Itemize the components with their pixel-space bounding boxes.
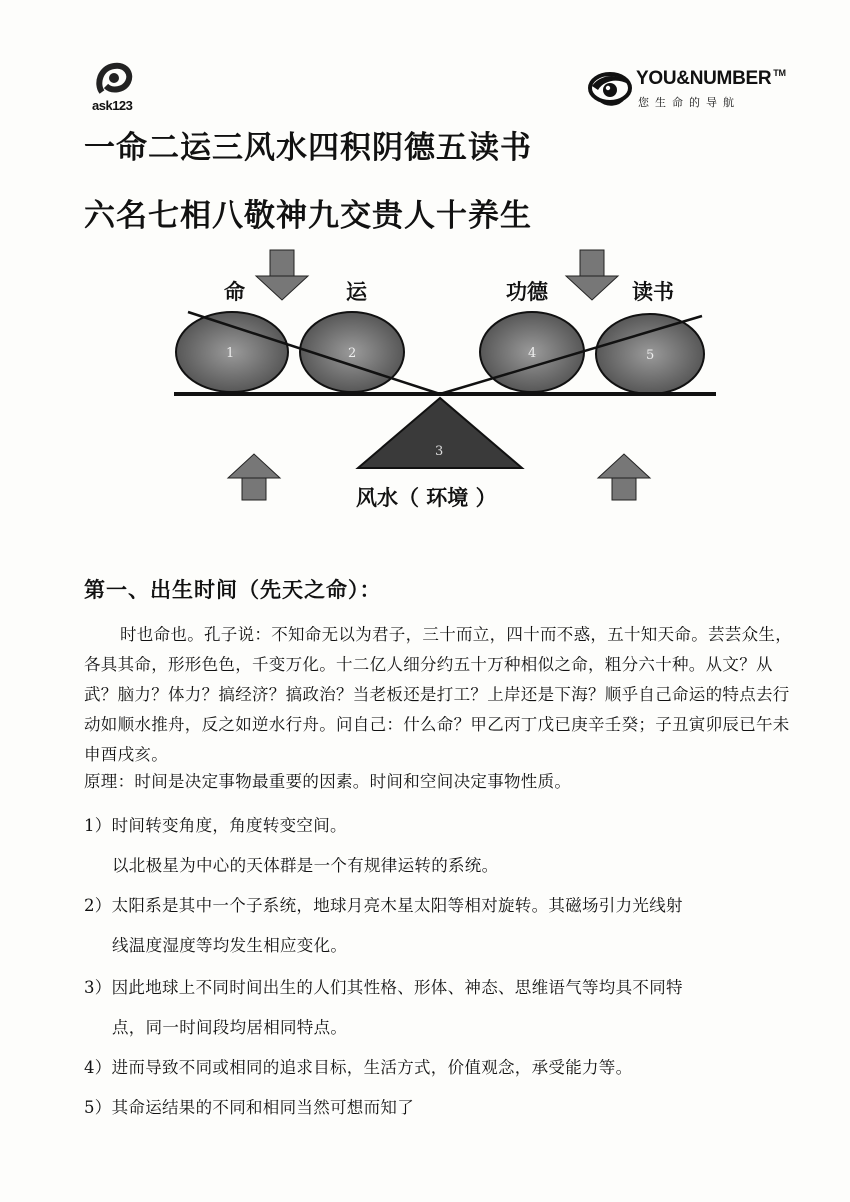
number-4: 4 [528, 346, 537, 361]
brand-slogan: 您生命的导航 [638, 96, 740, 109]
number-2: 2 [348, 346, 357, 361]
principle-line: 原理：时间是决定事物最重要的因素。时间和空间决定事物性质。 [84, 772, 572, 791]
list-item-4: 4）进而导致不同或相同的追求目标，生活方式，价值观念，承受能力等。 [84, 1058, 633, 1077]
label-yun: 运 [346, 280, 367, 304]
balance-diagram [160, 242, 730, 522]
number-1: 1 [226, 346, 235, 361]
list-item-5: 5）其命运结果的不同和相同当然可想而知了 [84, 1098, 414, 1117]
arrow-up-right-icon [598, 454, 650, 500]
label-fengshui: 风水（ 环境 ） [356, 486, 497, 510]
label-gongde: 功德 [506, 280, 548, 304]
list-item-2: 2）太阳系是其中一个子系统，地球月亮木星太阳等相对旋转。其磁场引力光线射 [84, 896, 683, 915]
ask123-logo-text: ask123 [92, 98, 133, 113]
list-item-3-cont: 点，同一时间段均居相同特点。 [112, 1018, 348, 1037]
arrow-down-left-icon [256, 250, 308, 300]
arrow-down-right-icon [566, 250, 618, 300]
headline-line-1: 一命二运三风水四积阴德五读书 [84, 130, 532, 166]
eye-logo-icon [588, 66, 632, 110]
brand-name: YOU&NUMBER ™ [636, 68, 786, 89]
label-dushu: 读书 [632, 280, 674, 304]
label-ming: 命 [224, 280, 245, 304]
list-item-2-cont: 线温度湿度等均发生相应变化。 [112, 936, 348, 955]
ask123-mark-icon [94, 62, 134, 100]
body-paragraph: 时也命也。孔子说：不知命无以为君子，三十而立，四十而不惑，五十知天命。芸芸众生，各具其命，形形色色，千变万化。十二亿人细分约五十万种相似之命，粗分六十种。从文？从武？脑力？体力？搞经济？搞政治？当老板还是打工？上岸还是下海？顺乎自己命运的特点去行动如顺水推舟，反之如逆水行舟。问自己：什么命？甲乙丙丁戊已庚辛壬癸；子丑寅卯辰已午未申酉戌亥。 [84, 625, 792, 764]
ask123-logo [88, 62, 158, 118]
list-item-1-cont: 以北极星为中心的天体群是一个有规律运转的系统。 [112, 856, 499, 875]
number-3: 3 [435, 444, 444, 459]
list-item-3: 3）因此地球上不同时间出生的人们其性格、形体、神态、思维语气等均具不同特 [84, 978, 683, 997]
arrow-up-left-icon [228, 454, 280, 500]
list-item-1: 1）时间转变角度，角度转变空间。 [84, 816, 347, 835]
number-5: 5 [646, 348, 655, 363]
headline-line-2: 六名七相八敬神九交贵人十养生 [84, 198, 532, 234]
section-title: 第一、出生时间（先天之命）： [84, 577, 382, 602]
you-and-number-logo [588, 66, 808, 116]
